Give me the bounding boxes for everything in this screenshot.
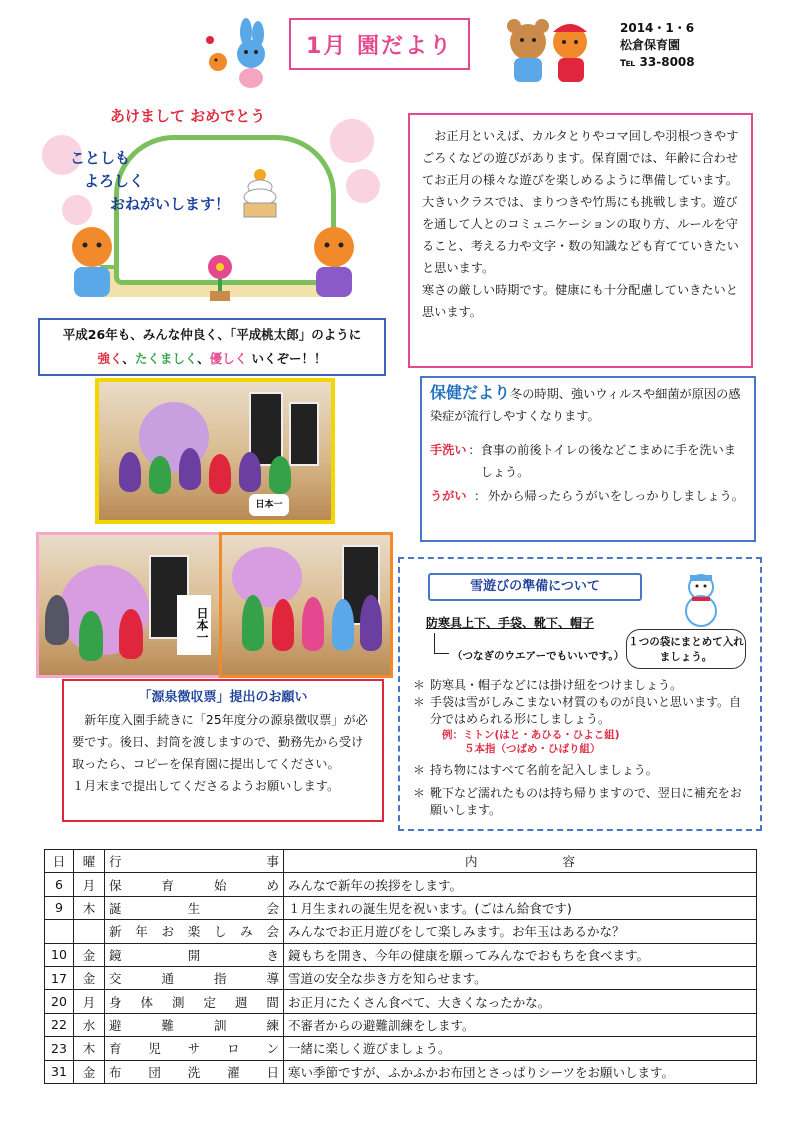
intro-paragraph-2: 寒さの厳しい時期です。健康にも十分配慮していきたいと思います。 — [422, 283, 738, 319]
bullet: ＊ — [412, 695, 425, 709]
list-item-text: 防寒具・帽子などには掛け紐をつけましょう。 — [430, 678, 683, 692]
snow-example-1: 例：ミトン(はと・あひる・ひよこ組) — [442, 729, 620, 741]
schedule-weekday: 月 — [74, 873, 105, 896]
schedule-content: 寒い季節ですが、ふかふかお布団とさっぱりシーツをお願いします。 — [284, 1060, 757, 1083]
schedule-event: 避 難 訓 練 — [105, 1013, 284, 1036]
slogan-end: いくぞー！！ — [247, 351, 327, 366]
schedule-body — [45, 873, 757, 1084]
intro-paragraph-1: お正月といえば、カルタとりやコマ回しや羽根つきやすごろくなどの遊びがあります。保育園では、年齢に合わせてお正月の様々な遊びを楽しめるように準備しています。大きいクラスでは、まりつきや竹馬にも挑戦します。遊びを通して人とのコミュニケーションの取り方、ルールを守ること、考える力や文字・数の知識なども育てていきたいと思います。 — [422, 129, 739, 275]
snowman-icon — [676, 571, 726, 627]
table-row — [45, 873, 757, 896]
tax-slip-title: 「源泉徴収票」提出のお願い — [138, 690, 308, 705]
schedule-event: 新 年 お 楽 し み 会 — [105, 920, 284, 943]
bear-mascots-icon — [498, 14, 598, 86]
plum-blossom-icon — [62, 195, 92, 225]
greeting-card — [40, 105, 385, 315]
greeting-line-2: よろしく — [84, 172, 145, 190]
schedule-event: 身 体 測 定 週 間 — [105, 990, 284, 1013]
schedule-day — [45, 920, 74, 943]
table-row — [45, 896, 757, 919]
tax-slip-paragraph-2: １月末まで提出してくださるようお願いします。 — [72, 779, 340, 793]
schedule-content: 不審者からの避難訓練をします。 — [284, 1013, 757, 1036]
list-item-text: 靴下など濡れたものは持ち帰りますので、翌日に補充をお願いします。 — [430, 786, 742, 817]
school-tel: ℡ 33-8008 — [620, 55, 695, 69]
health-title: 保健だより — [430, 383, 511, 402]
schedule-content: １月生まれの誕生児を祝います。(ごはん給食です) — [284, 896, 757, 919]
health-box — [420, 376, 756, 542]
health-item-text: 外から帰ったらうがいをしっかりしましょう。 — [488, 489, 744, 503]
health-item-label: 手洗い — [430, 443, 467, 457]
schedule-day: 9 — [45, 896, 74, 919]
snow-list — [408, 677, 753, 819]
snow-gear-list: 防寒具上下、手袋、靴下、帽子 — [426, 616, 595, 630]
schedule-event: 育 児 サ ロ ン — [105, 1037, 284, 1060]
flower-pot-icon — [198, 253, 242, 303]
school-name: 松倉保育園 — [620, 38, 681, 52]
schedule-day: 23 — [45, 1037, 74, 1060]
greeting-title: あけまして おめでとう — [110, 107, 266, 125]
snow-prep-box — [398, 557, 762, 831]
snow-title: 雪遊びの準備について — [428, 573, 642, 601]
schedule-content: 一緒に楽しく遊びましょう。 — [284, 1037, 757, 1060]
tiger-left-icon — [60, 223, 124, 303]
list-item-text: 手袋は雪がしみこまない材質のものが良いと思います。自分ではめられる形にしましょう。 — [430, 695, 742, 726]
tiger-right-icon — [302, 223, 366, 303]
list-item — [408, 785, 753, 819]
col-header-content: 内 容 — [284, 850, 757, 873]
schedule-event: 保 育 始 め — [105, 873, 284, 896]
photo-sign: 日本一 — [249, 494, 289, 516]
rabbit-mascot-icon — [196, 18, 276, 88]
schedule-weekday: 木 — [74, 896, 105, 919]
schedule-content: 鏡もちを開き、今年の健康を願ってみんなでおもちを食べます。 — [284, 943, 757, 966]
health-item-label: うがい — [430, 489, 467, 503]
schedule-content: 雪道の安全な歩き方を知らせます。 — [284, 966, 757, 989]
class-photo-3 — [219, 532, 393, 678]
table-row — [45, 990, 757, 1013]
list-item — [408, 762, 753, 779]
slogan-sep: 、 — [197, 351, 210, 366]
header-info — [620, 20, 780, 71]
schedule-content: みんなでお正月遊びをして楽しみます。お年玉はあるかな？ — [284, 920, 757, 943]
bullet: ＊ — [412, 763, 425, 777]
schedule-day: 31 — [45, 1060, 74, 1083]
schedule-table — [44, 849, 757, 1084]
class-photo-1 — [95, 378, 335, 524]
col-header-event: 行 事 — [105, 850, 284, 873]
tax-slip-notice — [62, 679, 384, 822]
snow-gear-note: （つなぎのウエアーでもいいです。） — [452, 650, 625, 662]
newsletter-title: 1月 園だより — [289, 18, 470, 70]
schedule-event: 交 通 指 導 — [105, 966, 284, 989]
schedule-weekday: 金 — [74, 966, 105, 989]
plum-blossom-icon — [346, 169, 380, 203]
greeting-line-3: おねがいします！ — [110, 195, 231, 213]
health-item: 手洗い ： 食事の前後トイレの後などこまめに手を洗いましょう。 — [430, 439, 746, 483]
schedule-day: 10 — [45, 943, 74, 966]
schedule-weekday: 木 — [74, 1037, 105, 1060]
schedule-day: 17 — [45, 966, 74, 989]
schedule-day: 20 — [45, 990, 74, 1013]
list-item — [408, 677, 753, 694]
schedule-day: 22 — [45, 1013, 74, 1036]
slogan-line-2 — [40, 347, 384, 371]
table-row — [45, 943, 757, 966]
table-row — [45, 1037, 757, 1060]
col-header-day: 日 — [45, 850, 74, 873]
issue-date: 2014・1・6 — [620, 21, 695, 35]
intro-box — [408, 113, 753, 368]
plum-blossom-icon — [330, 119, 374, 163]
slogan-word-sturdy: たくましく — [134, 351, 198, 366]
slogan-sep: 、 — [122, 351, 135, 366]
schedule-weekday: 月 — [74, 990, 105, 1013]
list-item — [408, 694, 753, 728]
list-item-text: 持ち物にはすべて名前を記入しましょう。 — [430, 763, 658, 777]
table-header-row — [45, 850, 757, 873]
bullet: ＊ — [412, 678, 425, 692]
schedule-weekday: 金 — [74, 1060, 105, 1083]
tax-slip-paragraph-1: 新年度入園手続きに「25年度分の源泉徴収票」が必要です。後日、封筒を渡しますので、勤務先から受け取ったら、コピーを保育園に提出してください。 — [72, 713, 368, 771]
slogan-word-kind: 優しく — [209, 351, 248, 366]
schedule-event: 誕 生 会 — [105, 896, 284, 919]
table-row — [45, 1060, 757, 1083]
col-header-weekday: 曜 — [74, 850, 105, 873]
table-row — [45, 1013, 757, 1036]
slogan-line-1: 平成26年も、みんな仲良く、「平成桃太郎」のように — [62, 327, 362, 342]
health-item: うがい ： 外から帰ったらうがいをしっかりしましょう。 — [430, 485, 746, 507]
kagami-mochi-icon — [240, 167, 280, 219]
health-item-text: 食事の前後トイレの後などこまめに手を洗いましょう。 — [480, 443, 736, 479]
snow-example-2: ５本指（つばめ・ひばり組） — [464, 743, 601, 755]
table-row — [45, 920, 757, 943]
arrow-icon — [434, 633, 449, 654]
greeting-line-1: ことしも — [70, 149, 131, 167]
class-photo-2 — [36, 532, 222, 678]
photo-sign: 日本一 — [177, 595, 211, 655]
schedule-content: お正月にたくさん食べて、大きくなったかな。 — [284, 990, 757, 1013]
health-lead: 冬の時期、強いウィルスや細菌が原因の感染症が流行しやすくなります。 — [430, 387, 741, 423]
slogan-word-strong: 強く — [97, 351, 123, 366]
schedule-day: 6 — [45, 873, 74, 896]
bullet: ＊ — [412, 786, 425, 800]
schedule-weekday — [74, 920, 105, 943]
slogan-box — [38, 318, 386, 376]
schedule-event: 布 団 洗 濯 日 — [105, 1060, 284, 1083]
schedule-event: 鏡 開 き — [105, 943, 284, 966]
schedule-weekday: 水 — [74, 1013, 105, 1036]
table-row — [45, 966, 757, 989]
speech-bubble: １つの袋にまとめて入れましょう。 — [626, 629, 746, 669]
schedule-content: みんなで新年の挨拶をします。 — [284, 873, 757, 896]
schedule-weekday: 金 — [74, 943, 105, 966]
